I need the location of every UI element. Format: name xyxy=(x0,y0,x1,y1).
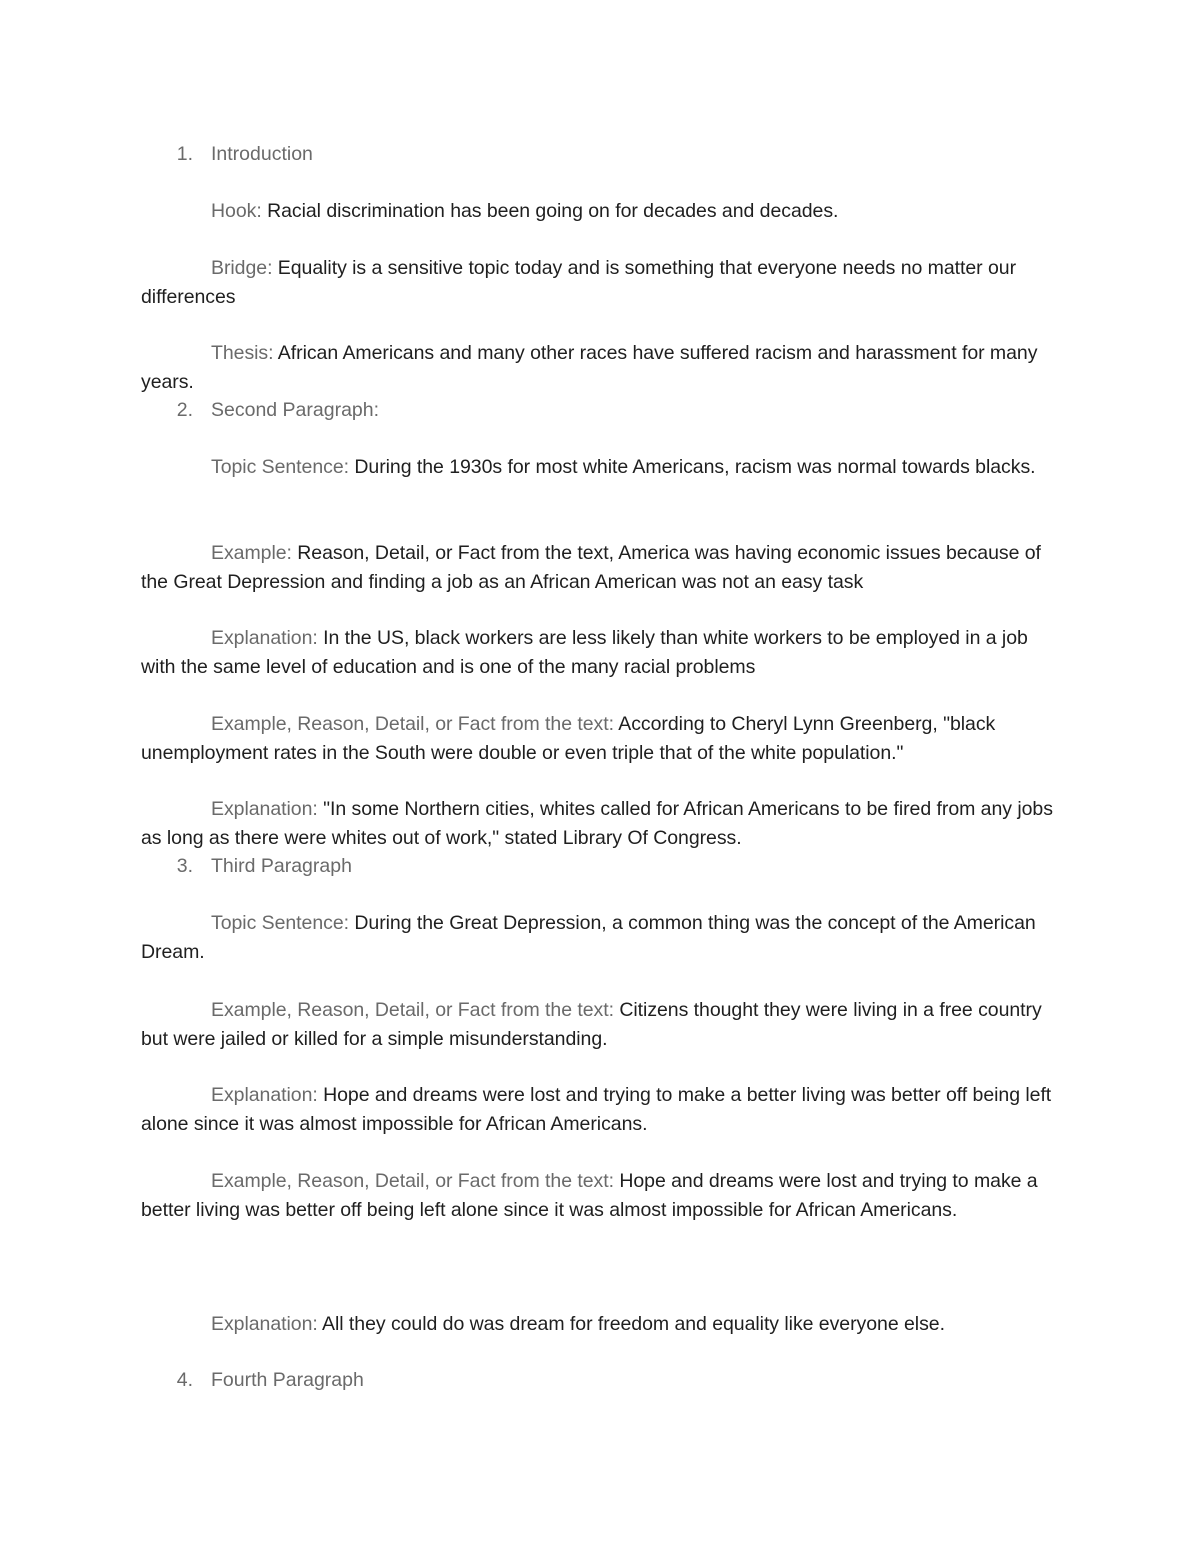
item-text: Hope and dreams were lost and trying to make a better living was better off being left alone since it was almost impossible for African Americans. xyxy=(141,1084,1052,1135)
item-text: Hope and dreams were lost and trying to make a better living was better off being left alone since it was almost impossible for African Americans. xyxy=(141,1170,1038,1221)
item-label: Explanation: xyxy=(211,1084,318,1106)
section-title: Second Paragraph: xyxy=(211,399,380,421)
outline-item xyxy=(141,453,1066,482)
item-label: Example, Reason, Detail, or Fact from the text: xyxy=(211,1170,614,1192)
item-label: Explanation: xyxy=(211,1313,318,1335)
item-text: "In some Northern cities, whites called for African Americans to be fired from any jobs as long as there were whites out of work," stated Library Of Congress. xyxy=(141,798,1053,849)
item-label: Example: xyxy=(211,542,292,564)
item-label: Bridge: xyxy=(211,257,273,279)
section-title: Third Paragraph xyxy=(211,855,352,877)
outline-item xyxy=(141,996,1066,1053)
item-text: Reason, Detail, or Fact from the text, America was having economic issues because of the Great Depression and finding a job as an African American was not an easy task xyxy=(141,542,1041,593)
outline-item xyxy=(141,254,1066,311)
item-text: In the US, black workers are less likely than white workers to be employed in a job with the same level of education and is one of the many racial problems xyxy=(141,627,1028,678)
item-text: During the Great Depression, a common thing was the concept of the American Dream. xyxy=(141,912,1036,963)
outline-item xyxy=(141,539,1066,596)
outline-item xyxy=(141,1081,1066,1138)
outline-item xyxy=(141,339,1066,396)
item-text: Citizens thought they were living in a free country but were jailed or killed for a simple misunderstanding. xyxy=(141,999,1042,1050)
item-label: Topic Sentence: xyxy=(211,912,350,934)
item-label: Thesis: xyxy=(211,342,274,364)
outline-item xyxy=(141,1310,1066,1339)
outline-item xyxy=(141,795,1066,852)
item-text: According to Cheryl Lynn Greenberg, "black unemployment rates in the South were double or even triple that of the white population." xyxy=(141,713,996,764)
item-label: Example, Reason, Detail, or Fact from the text: xyxy=(211,713,614,735)
outline-item xyxy=(141,624,1066,681)
outline-item xyxy=(141,197,1066,226)
item-label: Topic Sentence: xyxy=(211,456,350,478)
section-number: 3. xyxy=(176,855,193,877)
outline-item xyxy=(141,909,1066,966)
item-text: During the 1930s for most white Americans, racism was normal towards blacks. xyxy=(349,456,1036,478)
item-label: Explanation: xyxy=(211,798,318,820)
item-text: All they could do was dream for freedom and equality like everyone else. xyxy=(317,1313,945,1335)
section-title: Fourth Paragraph xyxy=(211,1369,364,1391)
section-number: 4. xyxy=(176,1369,193,1391)
item-label: Explanation: xyxy=(211,627,318,649)
outline-item xyxy=(141,710,1066,767)
item-text: Equality is a sensitive topic today and is something that everyone needs no matter our differences xyxy=(141,257,1017,308)
section-number: 2. xyxy=(176,399,193,421)
item-text: Racial discrimination has been going on for decades and decades. xyxy=(261,200,839,222)
outline-item xyxy=(141,1167,1066,1224)
item-text: African Americans and many other races have suffered racism and harassment for many years. xyxy=(141,342,1038,393)
item-label: Hook: xyxy=(211,200,262,222)
section-title: Introduction xyxy=(211,143,313,165)
item-label: Example, Reason, Detail, or Fact from the text: xyxy=(211,999,614,1021)
section-number: 1. xyxy=(176,143,193,165)
